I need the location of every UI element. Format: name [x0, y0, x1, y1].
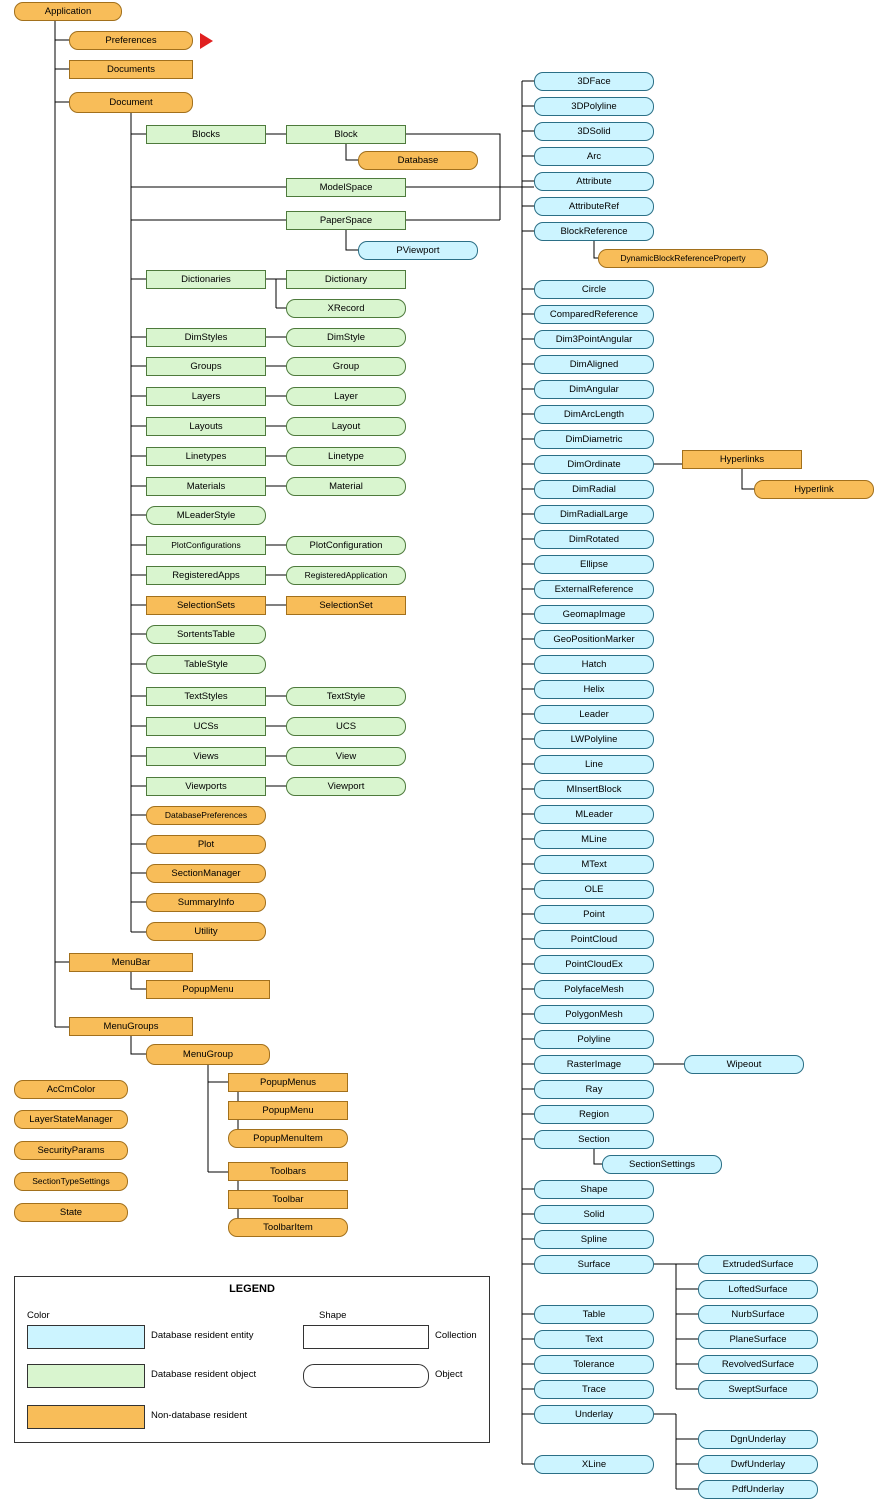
- node-label: Block: [334, 128, 358, 140]
- node-label: Toolbars: [270, 1165, 306, 1177]
- node-blocks[interactable]: [146, 125, 266, 144]
- node-label: Material: [329, 480, 363, 492]
- node-label: Layer: [334, 390, 358, 402]
- node-text[interactable]: [534, 1330, 654, 1349]
- node-label: MInsertBlock: [566, 783, 622, 795]
- node-label: PopupMenu: [262, 1104, 314, 1116]
- node-planesurface[interactable]: [698, 1330, 818, 1349]
- node-database[interactable]: [358, 151, 478, 170]
- node-dimradiallarge[interactable]: [534, 505, 654, 524]
- node-label: Groups: [190, 360, 222, 372]
- node-utility[interactable]: [146, 922, 266, 941]
- node-label: SectionManager: [171, 867, 241, 879]
- node-wipeout[interactable]: [684, 1055, 804, 1074]
- node-label: Region: [578, 1108, 610, 1120]
- node-sweptsurface[interactable]: [698, 1380, 818, 1399]
- node-layer[interactable]: [286, 387, 406, 406]
- node-label: Documents: [106, 63, 156, 75]
- node-label: DwfUnderlay: [730, 1458, 786, 1470]
- node-label: ToolbarItem: [263, 1221, 313, 1233]
- node-label: Hyperlinks: [719, 453, 765, 465]
- node-shape[interactable]: [534, 1180, 654, 1199]
- node-polygonmesh[interactable]: [534, 1005, 654, 1024]
- node-toolbar[interactable]: [228, 1190, 348, 1209]
- node-label: SelectionSet: [319, 599, 373, 611]
- node-label: MLeader: [575, 808, 613, 820]
- node-label: DimStyle: [326, 331, 365, 343]
- legend-label-object-shape: Object: [435, 1369, 463, 1380]
- node-groups[interactable]: [146, 357, 266, 376]
- node-mline[interactable]: [534, 830, 654, 849]
- node-label: Tolerance: [573, 1358, 615, 1370]
- node-label: ExtrudedSurface: [722, 1258, 794, 1270]
- node-label: Ray: [585, 1083, 603, 1095]
- node-ucs[interactable]: [286, 717, 406, 736]
- node-3dface[interactable]: [534, 72, 654, 91]
- node-label: DimArcLength: [563, 408, 625, 420]
- node-securityparams[interactable]: [14, 1141, 128, 1160]
- node-label: Toolbar: [272, 1193, 304, 1205]
- node-mleaderstyle[interactable]: [146, 506, 266, 525]
- node-dgnunderlay[interactable]: [698, 1430, 818, 1449]
- node-polyfacemesh[interactable]: [534, 980, 654, 999]
- node-label: PolygonMesh: [565, 1008, 623, 1020]
- node-label: PointCloud: [570, 933, 618, 945]
- node-xrecord[interactable]: [286, 299, 406, 318]
- node-dimaligned[interactable]: [534, 355, 654, 374]
- node-plot[interactable]: [146, 835, 266, 854]
- node-sectionmanager[interactable]: [146, 864, 266, 883]
- node-popupmenu2[interactable]: [228, 1101, 348, 1120]
- node-label: DimRotated: [568, 533, 620, 545]
- node-popupmenu_top[interactable]: [146, 980, 270, 999]
- node-label: PdfUnderlay: [731, 1483, 785, 1495]
- node-layers[interactable]: [146, 387, 266, 406]
- legend: [14, 1276, 490, 1443]
- node-minsertblock[interactable]: [534, 780, 654, 799]
- node-viewports[interactable]: [146, 777, 266, 796]
- node-label: PViewport: [396, 244, 440, 256]
- legend-shape-collection: [303, 1325, 429, 1349]
- node-revolvedsurface[interactable]: [698, 1355, 818, 1374]
- node-popupmenus[interactable]: [228, 1073, 348, 1092]
- node-label: View: [335, 750, 357, 762]
- node-tablestyle[interactable]: [146, 655, 266, 674]
- node-label: PaperSpace: [319, 214, 373, 226]
- node-label: Shape: [580, 1183, 608, 1195]
- node-label: DynamicBlockReferenceProperty: [620, 253, 746, 264]
- node-ucss[interactable]: [146, 717, 266, 736]
- legend-shape-header: Shape: [319, 1310, 347, 1321]
- node-label: 3DSolid: [577, 125, 611, 137]
- node-label: Point: [583, 908, 605, 920]
- node-label: Layout: [331, 420, 361, 432]
- node-label: Hatch: [581, 658, 607, 670]
- node-nurbsurface[interactable]: [698, 1305, 818, 1324]
- node-label: Underlay: [574, 1408, 614, 1420]
- node-label: Wipeout: [726, 1058, 762, 1070]
- node-layouts[interactable]: [146, 417, 266, 436]
- node-label: GeomapImage: [562, 608, 626, 620]
- node-label: Trace: [582, 1383, 606, 1395]
- node-label: SelectionSets: [176, 599, 236, 611]
- node-label: Text: [585, 1333, 603, 1345]
- node-dimstyles[interactable]: [146, 328, 266, 347]
- node-mtext[interactable]: [534, 855, 654, 874]
- node-label: Group: [332, 360, 360, 372]
- node-paperspace[interactable]: [286, 211, 406, 230]
- node-sectiontypesettings[interactable]: [14, 1172, 128, 1191]
- node-label: DimRadial: [572, 483, 616, 495]
- node-helix[interactable]: [534, 680, 654, 699]
- node-linetypes[interactable]: [146, 447, 266, 466]
- node-label: SecurityParams: [37, 1144, 105, 1156]
- node-documents[interactable]: [69, 60, 193, 79]
- node-extrudedsurface[interactable]: [698, 1255, 818, 1274]
- node-label: Circle: [581, 283, 607, 295]
- node-label: MText: [581, 858, 607, 870]
- node-preferences[interactable]: [69, 31, 193, 50]
- node-label: Dim3PointAngular: [555, 333, 633, 345]
- node-label: Leader: [579, 708, 609, 720]
- node-block[interactable]: [286, 125, 406, 144]
- node-label: MenuGroups: [103, 1020, 159, 1032]
- node-dynamicblockreferenceproperty[interactable]: [598, 249, 768, 268]
- node-label: Preferences: [105, 34, 157, 46]
- node-comparedreference[interactable]: [534, 305, 654, 324]
- node-toolbaritem[interactable]: [228, 1218, 348, 1237]
- node-label: Ellipse: [580, 558, 608, 570]
- node-menugroups[interactable]: [69, 1017, 193, 1036]
- node-leader[interactable]: [534, 705, 654, 724]
- node-label: SectionTypeSettings: [32, 1176, 110, 1187]
- node-geopositionmarker[interactable]: [534, 630, 654, 649]
- node-label: Arc: [586, 150, 602, 162]
- node-label: DimAligned: [569, 358, 619, 370]
- node-label: 3DPolyline: [571, 100, 617, 112]
- node-dimstyle[interactable]: [286, 328, 406, 347]
- node-label: Table: [582, 1308, 606, 1320]
- node-hyperlink[interactable]: [754, 480, 874, 499]
- node-label: RegisteredApps: [172, 569, 240, 581]
- node-plotconfigurations[interactable]: [146, 536, 266, 555]
- node-solid[interactable]: [534, 1205, 654, 1224]
- legend-label-entity: Database resident entity: [151, 1330, 254, 1341]
- node-arc[interactable]: [534, 147, 654, 166]
- node-label: Application: [44, 5, 92, 17]
- node-label: Views: [193, 750, 219, 762]
- node-3dsolid[interactable]: [534, 122, 654, 141]
- legend-label-nondb: Non-database resident: [151, 1410, 248, 1421]
- node-dwfunderlay[interactable]: [698, 1455, 818, 1474]
- node-loftedsurface[interactable]: [698, 1280, 818, 1299]
- node-registeredapps[interactable]: [146, 566, 266, 585]
- node-label: Attribute: [576, 175, 612, 187]
- node-rasterimage[interactable]: [534, 1055, 654, 1074]
- node-label: State: [59, 1206, 83, 1218]
- node-spline[interactable]: [534, 1230, 654, 1249]
- node-label: TableStyle: [184, 658, 228, 670]
- node-label: DatabasePreferences: [164, 810, 248, 821]
- node-textstyles[interactable]: [146, 687, 266, 706]
- node-dimordinate[interactable]: [534, 455, 654, 474]
- node-label: ExternalReference: [554, 583, 634, 595]
- node-application[interactable]: [14, 2, 122, 21]
- node-label: PlotConfiguration: [309, 539, 383, 551]
- node-pointcloud[interactable]: [534, 930, 654, 949]
- node-label: Section: [578, 1133, 610, 1145]
- node-label: SectionSettings: [628, 1158, 695, 1170]
- node-view[interactable]: [286, 747, 406, 766]
- node-label: Blocks: [192, 128, 220, 140]
- node-label: MenuBar: [111, 956, 151, 968]
- node-label: PopupMenus: [260, 1076, 316, 1088]
- node-dim3pointangular[interactable]: [534, 330, 654, 349]
- node-label: OLE: [584, 883, 604, 895]
- node-label: SortentsTable: [176, 628, 236, 640]
- node-label: Dictionaries: [181, 273, 231, 285]
- node-label: RevolvedSurface: [721, 1358, 795, 1370]
- node-blockreference[interactable]: [534, 222, 654, 241]
- node-views[interactable]: [146, 747, 266, 766]
- node-underlay[interactable]: [534, 1405, 654, 1424]
- node-label: Helix: [583, 683, 605, 695]
- node-viewport[interactable]: [286, 777, 406, 796]
- node-label: PopupMenuItem: [253, 1132, 323, 1144]
- node-label: Dictionary: [324, 273, 368, 285]
- legend-color-header: Color: [27, 1310, 50, 1321]
- node-dimrotated[interactable]: [534, 530, 654, 549]
- node-label: NurbSurface: [731, 1308, 785, 1320]
- node-label: GeoPositionMarker: [553, 633, 635, 645]
- node-label: TextStyles: [184, 690, 228, 702]
- node-surface[interactable]: [534, 1255, 654, 1274]
- node-label: ComparedReference: [549, 308, 639, 320]
- node-label: PointCloudEx: [565, 958, 623, 970]
- node-lwpolyline[interactable]: [534, 730, 654, 749]
- node-dimradial[interactable]: [534, 480, 654, 499]
- node-point[interactable]: [534, 905, 654, 924]
- node-databasepreferences[interactable]: [146, 806, 266, 825]
- node-label: ModelSpace: [319, 181, 373, 193]
- legend-title: LEGEND: [229, 1283, 275, 1295]
- node-label: LayerStateManager: [29, 1113, 113, 1125]
- node-dictionary[interactable]: [286, 270, 406, 289]
- node-3dpolyline[interactable]: [534, 97, 654, 116]
- node-label: MenuGroup: [182, 1048, 234, 1060]
- node-sortentstable[interactable]: [146, 625, 266, 644]
- node-hatch[interactable]: [534, 655, 654, 674]
- node-attributeref[interactable]: [534, 197, 654, 216]
- node-toolbars[interactable]: [228, 1162, 348, 1181]
- node-attribute[interactable]: [534, 172, 654, 191]
- legend-swatch-nondb: [27, 1405, 145, 1429]
- node-menubar[interactable]: [69, 953, 193, 972]
- node-label: DimRadialLarge: [559, 508, 629, 520]
- node-material[interactable]: [286, 477, 406, 496]
- node-label: XLine: [581, 1458, 607, 1470]
- node-label: DimOrdinate: [567, 458, 621, 470]
- node-label: PlaneSurface: [729, 1333, 787, 1345]
- node-region[interactable]: [534, 1105, 654, 1124]
- node-label: BlockReference: [560, 225, 628, 237]
- node-table[interactable]: [534, 1305, 654, 1324]
- node-label: RegisteredApplication: [304, 570, 388, 581]
- node-materials[interactable]: [146, 477, 266, 496]
- node-label: Solid: [583, 1208, 605, 1220]
- node-menugroup[interactable]: [146, 1044, 270, 1065]
- node-pdfunderlay[interactable]: [698, 1480, 818, 1499]
- node-modelspace[interactable]: [286, 178, 406, 197]
- node-textstyle[interactable]: [286, 687, 406, 706]
- node-label: Linetypes: [185, 450, 227, 462]
- node-label: UCSs: [193, 720, 219, 732]
- node-dimarclength[interactable]: [534, 405, 654, 424]
- node-popupmenuitem[interactable]: [228, 1129, 348, 1148]
- node-linetype[interactable]: [286, 447, 406, 466]
- node-group[interactable]: [286, 357, 406, 376]
- node-selectionset[interactable]: [286, 596, 406, 615]
- node-label: 3DFace: [577, 75, 611, 87]
- legend-label-collection: Collection: [435, 1330, 477, 1341]
- node-label: PopupMenu: [182, 983, 234, 995]
- node-selectionsets[interactable]: [146, 596, 266, 615]
- node-label: Surface: [577, 1258, 611, 1270]
- node-ole[interactable]: [534, 880, 654, 899]
- node-label: TextStyle: [326, 690, 366, 702]
- node-label: Polyline: [577, 1033, 611, 1045]
- node-mleader[interactable]: [534, 805, 654, 824]
- legend-swatch-object: [27, 1364, 145, 1388]
- node-section[interactable]: [534, 1130, 654, 1149]
- legend-shape-object: [303, 1364, 429, 1388]
- node-pviewport[interactable]: [358, 241, 478, 260]
- node-circle[interactable]: [534, 280, 654, 299]
- node-dimangular[interactable]: [534, 380, 654, 399]
- node-trace[interactable]: [534, 1380, 654, 1399]
- node-label: AcCmColor: [46, 1083, 96, 1095]
- node-label: Spline: [580, 1233, 608, 1245]
- node-ellipse[interactable]: [534, 555, 654, 574]
- node-label: SummaryInfo: [177, 896, 235, 908]
- node-label: UCS: [335, 720, 357, 732]
- node-registeredapplication[interactable]: [286, 566, 406, 585]
- node-label: XRecord: [327, 302, 365, 314]
- node-label: Layers: [191, 390, 221, 402]
- node-externalreference[interactable]: [534, 580, 654, 599]
- node-plotconfiguration[interactable]: [286, 536, 406, 555]
- node-xline[interactable]: [534, 1455, 654, 1474]
- node-pointcloudex[interactable]: [534, 955, 654, 974]
- node-label: LoftedSurface: [728, 1283, 788, 1295]
- node-label: DimDiametric: [565, 433, 623, 445]
- node-label: DgnUnderlay: [730, 1433, 786, 1445]
- node-label: Hyperlink: [794, 483, 834, 495]
- node-label: Document: [109, 96, 153, 108]
- node-label: PlotConfigurations: [171, 540, 241, 551]
- node-ray[interactable]: [534, 1080, 654, 1099]
- node-label: SweptSurface: [728, 1383, 788, 1395]
- node-label: DimStyles: [184, 331, 228, 343]
- node-label: MLeaderStyle: [176, 509, 236, 521]
- node-label: MLine: [581, 833, 607, 845]
- node-layerstatemanager[interactable]: [14, 1110, 128, 1129]
- node-label: Viewports: [185, 780, 227, 792]
- node-state[interactable]: [14, 1203, 128, 1222]
- node-line[interactable]: [534, 755, 654, 774]
- node-label: PolyfaceMesh: [564, 983, 624, 995]
- node-summaryinfo[interactable]: [146, 893, 266, 912]
- node-label: Plot: [197, 838, 215, 850]
- node-geomapimage[interactable]: [534, 605, 654, 624]
- node-accmcolor[interactable]: [14, 1080, 128, 1099]
- node-label: Linetype: [328, 450, 364, 462]
- node-label: Layouts: [189, 420, 223, 432]
- node-document[interactable]: [69, 92, 193, 113]
- node-dimdiametric[interactable]: [534, 430, 654, 449]
- preferences-pointer-arrow: [200, 33, 213, 49]
- legend-label-object: Database resident object: [151, 1369, 257, 1380]
- node-label: Viewport: [327, 780, 365, 792]
- node-label: Materials: [186, 480, 226, 492]
- node-label: Database: [397, 154, 439, 166]
- node-label: DimAngular: [569, 383, 619, 395]
- node-label: RasterImage: [566, 1058, 622, 1070]
- node-label: AttributeRef: [568, 200, 620, 212]
- node-label: Utility: [194, 925, 218, 937]
- node-sectionsettings[interactable]: [602, 1155, 722, 1174]
- node-layout[interactable]: [286, 417, 406, 436]
- legend-swatch-entity: [27, 1325, 145, 1349]
- node-tolerance[interactable]: [534, 1355, 654, 1374]
- node-dictionaries[interactable]: [146, 270, 266, 289]
- node-label: Line: [585, 758, 603, 770]
- node-polyline[interactable]: [534, 1030, 654, 1049]
- node-hyperlinks[interactable]: [682, 450, 802, 469]
- node-label: LWPolyline: [570, 733, 618, 745]
